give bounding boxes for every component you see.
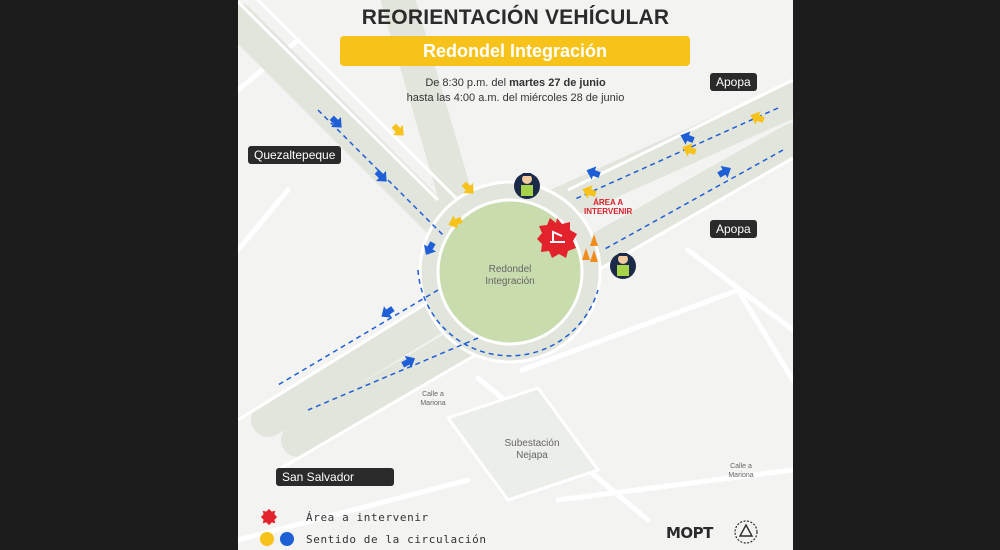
roundabout-label-line1: Redondel bbox=[488, 264, 532, 275]
work-area-label-line2: INTERVENIR bbox=[584, 207, 633, 216]
substation-label-line1: Subestación bbox=[504, 438, 560, 449]
street-label-mariona-right-line2: Mariona bbox=[728, 472, 754, 479]
legend-work-area bbox=[260, 508, 429, 526]
street-label-mariona-left bbox=[408, 390, 458, 408]
destination-apopa-right: Apopa bbox=[710, 220, 757, 238]
schedule-line2: hasta las 4:00 a.m. del miércoles 28 de junio bbox=[406, 92, 625, 104]
page-title: REORIENTACIÓN VEHÍCULAR bbox=[361, 6, 670, 29]
mopt-logo: MOPT bbox=[666, 524, 713, 542]
poster bbox=[238, 0, 793, 550]
traffic-officer-top bbox=[514, 173, 540, 199]
subtitle-text: Redondel Integración bbox=[422, 40, 608, 61]
destination-apopa-top: Apopa bbox=[710, 73, 757, 91]
street-label-mariona-right bbox=[716, 462, 766, 480]
legend-flow bbox=[260, 532, 487, 546]
destination-quezaltepeque: Quezaltepeque bbox=[248, 146, 341, 164]
yellow-dot-icon bbox=[260, 532, 274, 546]
roundabout-label bbox=[460, 264, 560, 288]
roundabout-label-line2: Integración bbox=[485, 276, 535, 287]
substation-label-line2: Nejapa bbox=[516, 450, 548, 461]
legend-flow-dots-icon bbox=[260, 532, 306, 546]
street-label-mariona-left-line2: Mariona bbox=[420, 400, 446, 407]
legend-work-area-text: Área a intervenir bbox=[306, 510, 429, 524]
subtitle-banner bbox=[340, 36, 690, 66]
work-area-label-line1: ÁREA A bbox=[593, 198, 624, 207]
street-label-mariona-left-line1: Calle a bbox=[422, 391, 444, 398]
schedule-line1-a: De 8:30 p.m. del bbox=[425, 77, 510, 89]
street-label-mariona-right-line1: Calle a bbox=[730, 463, 752, 470]
work-area-label bbox=[584, 198, 632, 216]
destination-san-salvador: San Salvador bbox=[276, 468, 394, 486]
traffic-officer-right bbox=[610, 253, 636, 279]
schedule-line1-b: martes 27 de junio bbox=[509, 77, 606, 89]
blue-dot-icon bbox=[280, 532, 294, 546]
legend-starburst-icon bbox=[260, 508, 306, 526]
legend-flow-text: Sentido de la circulación bbox=[306, 532, 487, 546]
substation-label bbox=[492, 438, 572, 462]
el-salvador-seal-icon bbox=[734, 520, 758, 544]
